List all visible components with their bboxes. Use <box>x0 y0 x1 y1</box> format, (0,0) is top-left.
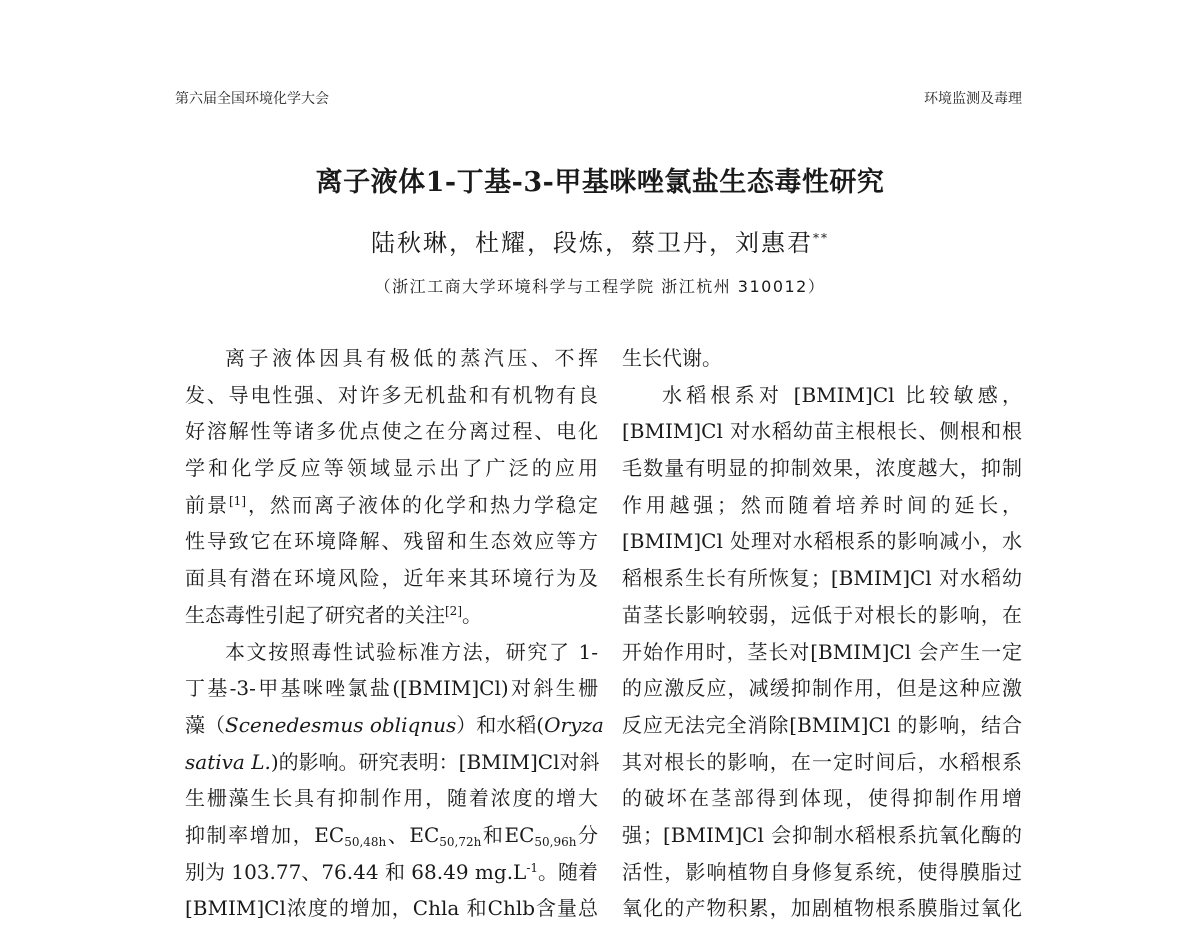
text-run: 强；[BMIM]Cl 会抑制水稻根系抗氧化酶的 <box>622 822 1022 847</box>
corresponding-author-mark: ** <box>813 231 829 245</box>
text-line <box>622 487 1022 524</box>
italic-text: Oryza <box>544 712 604 737</box>
affiliation: （浙江工商大学环境科学与工程学院 浙江杭州 310012） <box>374 277 826 296</box>
italic-text: sativa L. <box>185 749 271 774</box>
text-line <box>622 707 1022 744</box>
text-run: 生态毒性引起了研究者的关注 <box>185 602 445 627</box>
author-names: 陆秋琳，杜耀，段炼，蔡卫丹，刘惠君 <box>371 229 813 257</box>
left-column-body <box>185 340 604 927</box>
text-run: 其对根长的影响，在一定时间后，水稻根系 <box>622 749 1022 774</box>
text-run: 。 <box>462 602 482 627</box>
text-run: 离子液体因具有极低的蒸汽压、不挥 <box>225 346 598 370</box>
text-run: [BMIM]Cl浓度的增加，Chla 和Chlb含量总 <box>185 896 598 921</box>
text-line <box>185 890 598 927</box>
text-line <box>622 340 1022 377</box>
text-line <box>622 597 1022 634</box>
text-run: 苗茎长影响较弱，远低于对根长的影响，在 <box>622 602 1022 627</box>
text-line <box>185 597 598 634</box>
text-run: )的影响。研究表明：[BMIM]Cl对斜 <box>270 749 600 774</box>
text-run: ，然而离子液体的化学和热力学稳定 <box>246 492 598 517</box>
text-run: 分 <box>576 822 599 847</box>
right-column-body <box>622 340 1022 927</box>
text-run: 好溶解性等诸多优点使之在分离过程、电化 <box>185 419 598 444</box>
superscript: [2] <box>445 603 462 618</box>
text-run: 面具有潜在环境风险，近年来其环境行为及 <box>185 566 598 591</box>
text-run: 氧化的产物积累，加剧植物根系膜脂过氧化 <box>622 896 1022 921</box>
text-line <box>622 377 1022 414</box>
running-header-section: 环境监测及毒理 <box>924 91 1022 107</box>
text-line <box>185 854 598 891</box>
text-run: 学和化学反应等领域显示出了广泛的应用 <box>185 456 598 481</box>
italic-text: Scenedesmus obliqnus <box>225 712 457 737</box>
text-run: 。随着 <box>538 859 599 884</box>
author-list <box>0 223 1200 258</box>
superscript: -1 <box>526 860 539 875</box>
text-line <box>185 817 598 854</box>
text-run: 藻（ <box>185 712 225 737</box>
text-line <box>185 340 598 377</box>
text-run: 、EC <box>386 822 440 847</box>
text-line <box>622 450 1022 487</box>
text-run: 作用越强；然而随着培养时间的延长， <box>622 492 1022 517</box>
text-run: 前景 <box>185 492 229 517</box>
text-line <box>622 817 1022 854</box>
text-line <box>185 634 598 671</box>
text-run: 开始作用时，茎长对[BMIM]Cl 会产生一定 <box>622 639 1022 664</box>
text-run: 水稻根系对 [BMIM]Cl 比较敏感， <box>662 382 1022 407</box>
text-run: 反应无法完全消除[BMIM]Cl 的影响，结合 <box>622 712 1022 737</box>
text-run: 抑制率增加，EC <box>185 822 345 847</box>
text-line <box>622 523 1022 560</box>
text-run: 丁基-3-甲基咪唑氯盐([BMIM]Cl)对斜生栅 <box>185 676 598 701</box>
text-line <box>185 744 598 781</box>
superscript: [1] <box>229 493 246 508</box>
paper-title: 离子液体1-丁基-3-甲基咪唑氯盐生态毒性研究 <box>315 167 885 198</box>
text-run: [BMIM]Cl 对水稻幼苗主根根长、侧根和根 <box>622 419 1022 444</box>
text-line <box>185 487 598 524</box>
text-line <box>622 413 1022 450</box>
text-line <box>622 670 1022 707</box>
text-line <box>185 707 604 744</box>
text-line <box>185 523 598 560</box>
text-line <box>185 413 598 450</box>
text-line <box>622 890 1022 927</box>
text-run: 生长代谢。 <box>622 346 722 370</box>
text-line <box>185 450 598 487</box>
text-run: 性导致它在环境降解、残留和生态效应等方 <box>185 529 598 554</box>
text-run: 本文按照毒性试验标准方法，研究了 1- <box>225 639 598 664</box>
subscript: 50,48h <box>344 834 387 849</box>
text-line <box>185 377 598 414</box>
text-run: 生栅藻生长具有抑制作用，随着浓度的增大 <box>185 786 598 811</box>
text-run: 的应激反应，减缓抑制作用，但是这种应激 <box>622 676 1022 701</box>
text-run: [BMIM]Cl 处理对水稻根系的影响减小，水 <box>622 529 1022 554</box>
text-line <box>185 670 598 707</box>
text-line <box>185 560 598 597</box>
text-run: 毛数量有明显的抑制效果，浓度越大，抑制 <box>622 456 1022 481</box>
text-line <box>622 854 1022 891</box>
subscript: 50,96h <box>534 834 577 849</box>
text-run: 的破坏在茎部得到体现，使得抑制作用增 <box>622 786 1022 811</box>
text-run: 发、导电性强、对许多无机盐和有机物有良 <box>185 382 598 407</box>
text-line <box>622 744 1022 781</box>
text-run: 和EC <box>481 822 535 847</box>
text-line <box>622 634 1022 671</box>
text-run: 别为 103.77、76.44 和 68.49 mg.L <box>185 859 527 884</box>
text-run: ）和水稻( <box>456 712 545 737</box>
subscript: 50,72h <box>439 834 482 849</box>
text-line <box>622 560 1022 597</box>
text-run: 活性，影响植物自身修复系统，使得膜脂过 <box>622 859 1022 884</box>
running-header-conference: 第六届全国环境化学大会 <box>175 91 329 107</box>
text-line <box>185 780 598 817</box>
text-line <box>622 780 1022 817</box>
text-run: 稻根系生长有所恢复；[BMIM]Cl 对水稻幼 <box>622 566 1022 591</box>
